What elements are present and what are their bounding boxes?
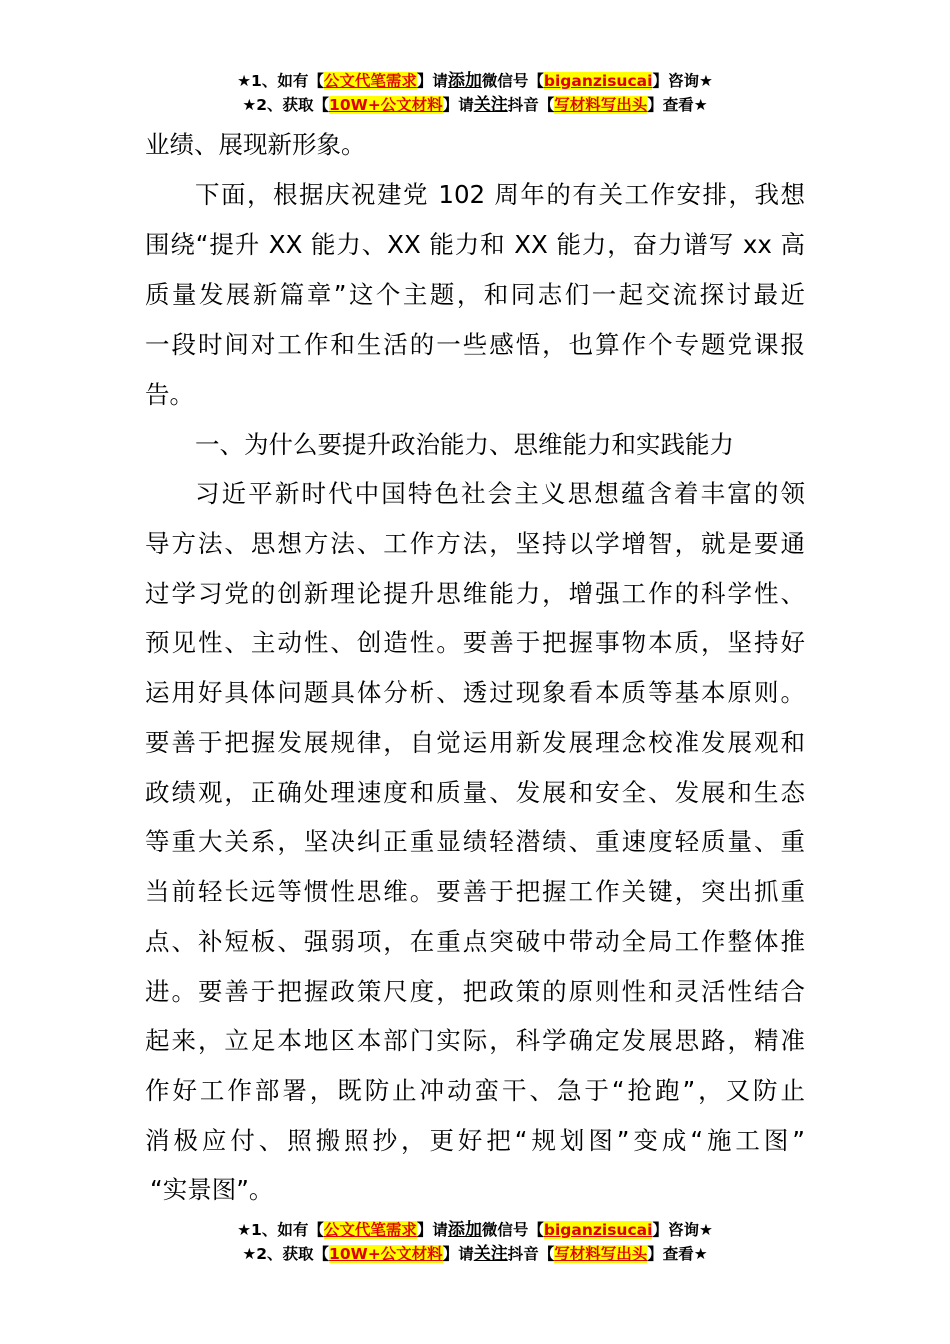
body-line: 作好工作部署，既防止冲动蛮干、急于“抢跑”，又防止	[145, 1076, 805, 1105]
body-line: 预见性、主动性、创造性。要善于把握事物本质，坚持好	[145, 628, 805, 657]
section-heading: 一、为什么要提升政治能力、思维能力和实践能力	[195, 430, 734, 459]
ad-text: 】咨询★	[652, 72, 713, 90]
ad-text: 】请	[442, 96, 474, 114]
body-line: 导方法、思想方法、工作方法，坚持以学增智，就是要通	[145, 529, 805, 558]
ad-text: 抖音【	[507, 1245, 555, 1263]
ad-text: 】查看★	[647, 1245, 708, 1263]
body-line: 起来，立足本地区本部门实际，科学确定发展思路，精准	[145, 1026, 805, 1055]
ad-highlight: 10W+公文材料	[329, 1245, 443, 1263]
body-line: 进。要善于把握政策尺度，把政策的原则性和灵活性结合	[145, 977, 805, 1006]
body-line: 一段时间对工作和生活的一些感悟，也算作个专题党课报	[145, 330, 805, 359]
ad-underline: 添加	[447, 71, 482, 91]
body-line: 业绩、展现新形象。	[145, 130, 366, 159]
body-line: 告。	[145, 380, 194, 409]
ad-text: 微信号【	[481, 1221, 544, 1239]
ad-text: 】咨询★	[652, 1221, 713, 1239]
ad-highlight: 10W+公文材料	[329, 96, 443, 114]
ad-text: 】请	[416, 1221, 448, 1239]
ad-underline: 关注	[473, 95, 508, 115]
ad-highlight: 公文代笔需求	[323, 1221, 417, 1239]
footer-ad-line-2	[0, 1243, 950, 1265]
ad-underline: 关注	[473, 1244, 508, 1264]
ad-highlight: 写材料写出头	[554, 1245, 648, 1263]
body-line: 习近平新时代中国特色社会主义思想蕴含着丰富的领	[195, 479, 805, 508]
body-line: 运用好具体问题具体分析、透过现象看本质等基本原则。	[145, 678, 805, 707]
ad-text: 抖音【	[507, 96, 555, 114]
body-line: 等重大关系，坚决纠正重显绩轻潜绩、重速度轻质量、重	[145, 827, 805, 856]
body-line: 要善于把握发展规律，自觉运用新发展理念校准发展观和	[145, 728, 805, 757]
footer-ad-line-1	[0, 1219, 950, 1241]
ad-text: ★1、如有【	[237, 1221, 324, 1239]
header-ad-line-1	[0, 70, 950, 92]
ad-underline: 添加	[447, 1220, 482, 1240]
header-ad-line-2	[0, 94, 950, 116]
ad-highlight: biganzisucai	[543, 1221, 653, 1239]
ad-highlight: 写材料写出头	[554, 96, 648, 114]
ad-text: 微信号【	[481, 72, 544, 90]
ad-highlight: biganzisucai	[543, 72, 653, 90]
ad-text: ★1、如有【	[237, 72, 324, 90]
body-line: 质量发展新篇章”这个主题，和同志们一起交流探讨最近	[145, 280, 805, 309]
body-line: 下面，根据庆祝建党 102 周年的有关工作安排，我想	[195, 180, 805, 209]
ad-text: ★2、获取【	[242, 96, 330, 114]
body-line: 过学习党的创新理论提升思维能力，增强工作的科学性、	[145, 579, 805, 608]
ad-text: 】请	[416, 72, 448, 90]
body-line: 围绕“提升 XX 能力、XX 能力和 XX 能力，奋力谱写 xx 高	[145, 230, 805, 259]
body-line: 消极应付、照搬照抄，更好把“规划图”变成“施工图”	[145, 1126, 805, 1155]
body-line: 政绩观，正确处理速度和质量、发展和安全、发展和生态	[145, 778, 805, 807]
ad-text: ★2、获取【	[242, 1245, 330, 1263]
ad-text: 】请	[442, 1245, 474, 1263]
body-line: “实景图”。	[150, 1175, 274, 1204]
body-line: 点、补短板、强弱项，在重点突破中带动全局工作整体推	[145, 927, 805, 956]
ad-text: 】查看★	[647, 96, 708, 114]
body-line: 当前轻长远等惯性思维。要善于把握工作关键，突出抓重	[145, 877, 805, 906]
ad-highlight: 公文代笔需求	[323, 72, 417, 90]
